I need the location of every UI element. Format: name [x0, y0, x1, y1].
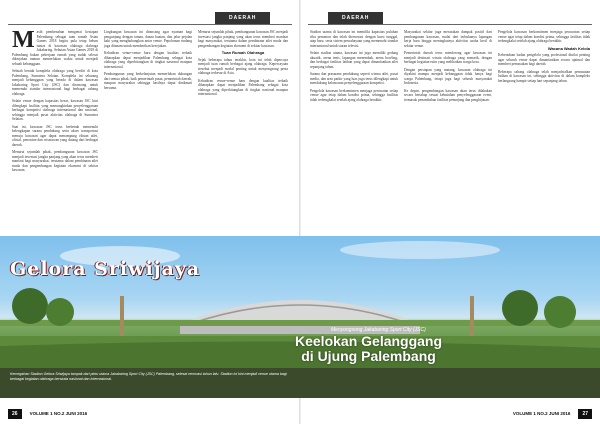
- mid-paragraph: Kehadiran venue-venue baru dengan kualitas terbaik diharapkan dapat menjadikan Palembang sebagai kota olahraga yang diperhitungkan di tingkat nasional maupun internasional.: [104, 51, 192, 69]
- intro-paragraph: asih pembenahan mengenai kesiapan Palembang sebagai tuan rumah Asian Games 2018 begitu pula tetap belum tuntas di kawasan olahraga olahraga Jakabaring. Sebutan Asian Games 2018 di Palembang bukan pekerjaan rumah yang sudah selesai dikerjakan namun memerlukan waktu untuk menjadi sebuah kebanggaan.: [12, 30, 98, 66]
- right-issue-label: VOLUME 1 NO.2 JUNI 2016: [512, 411, 571, 416]
- mid-subhead: Tuan Rumah Olahraga: [221, 50, 265, 55]
- right-bottom-paragraph: Beberapa cabang olahraga telah menjadwalkan pemusatan latihan di kawasan ini, sehingga aktivitas di dalam kompleks berlangsung hampir setiap hari sepanjang tahun.: [498, 69, 590, 83]
- headline-line-2: di Ujung Palembang: [301, 348, 436, 364]
- left-paragraph: Saat ini, kawasan JSC terus berbenah memenuhi kelengkapan sarana pendukung serta akses transportasi menuju kawasan agar dapat menampung ribuan atlet, ofisial, penonton dan wisatawan yang datang dari berbagai daerah.: [12, 124, 98, 147]
- left-column-3: [198, 30, 288, 230]
- left-section-rubric: DAERAH: [215, 12, 270, 24]
- mid-paragraph: Lingkungan kawasan ini dirancang agar nyaman bagi pengunjung dengan taman, danau buatan, dan jalur pejalan kaki yang menghubungkan antar venue. Pepohonan rindang juga ditanam untuk memberikan kesejukan.: [104, 30, 192, 48]
- mid-after-subhead: Sejak beberapa tahun terakhir, kota ini telah dipercaya menjadi tuan rumah berbagai ajang olahraga. Kepercayaan tersebut menjadi modal penting untuk menyongsong pesta olahraga terbesar di Asia.: [198, 57, 288, 75]
- left-page-number: 26: [8, 409, 22, 419]
- mid-paragraph: Menurut sejumlah pihak, pembangunan kawasan JSC menjadi investasi jangka panjang yang akan terus memberi manfaat bagi masyarakat, terutama dalam pembinaan atlet muda dan pengembangan kegiatan ekonomi di sekitar kawasan.: [198, 30, 288, 48]
- left-paragraph: Sebuah bentuk kompleks olahraga yang berdiri di kota Palembang, Sumatera Selatan. Kompleks ini sekarang menjadi kebanggaan yang berada di dalam kawasan Jakabaring Sport City (JSC) dan dirancang untuk memenuhi standar internasional bagi berbagai cabang olahraga.: [12, 69, 98, 96]
- right-paragraph: Sarana dan prasarana pendukung seperti wisma atlet, pusat media, dan area parkir yang luas juga terus dilengkapi untuk mendukung kelancaran penyelenggaraan kompetisi.: [310, 72, 398, 85]
- right-column-2: [404, 30, 492, 230]
- right-paragraph: Masyarakat sekitar juga merasakan dampak positif dari pembangunan kawasan, mulai dari terbukanya lapangan kerja baru hingga meningkatnya aktivitas usaha kecil di sekitar venue.: [404, 30, 492, 48]
- right-paragraph: Ke depan, pengembangan kawasan akan terus dilakukan secara bertahap sesuai kebutuhan penyelenggaraan event, termasuk penambahan fasilitas penunjang dan penghijauan.: [404, 88, 492, 102]
- right-after-subhead: Keberadaan badan pengelola yang profesional dinilai penting agar seluruh venue dapat dimanfaatkan secara optimal dan memberi pemasukan bagi daerah.: [498, 53, 590, 66]
- right-paragraph: Pengelola kawasan berkomitmen menjaga perawatan setiap venue agar tetap dalam kondisi prima, sehingga fasilitas tidak terbengkalai setelah ajang olahraga berakhir.: [310, 88, 398, 102]
- right-paragraph: Stadion utama di kawasan ini memiliki kapasitas puluhan ribu penonton dan telah direnovasi dengan kursi tunggal, atap baru, serta sistem pencahayaan yang memenuhi standar internasional untuk siaran televisi.: [310, 30, 398, 48]
- right-page-number: 27: [578, 409, 592, 419]
- left-column-1: [12, 27, 98, 230]
- dropcap: M: [12, 27, 35, 53]
- right-paragraph: Pemerintah daerah terus mendorong agar kawasan ini menjadi destinasi wisata olahraga yang menarik, dengan berbagai kegiatan rutin yang melibatkan warga kota.: [404, 51, 492, 64]
- left-column-2: [104, 30, 192, 230]
- photo-caption: Kemegahan Stadion Gelora Sriwijaya tampak dari pintu utama Jakabaring Sport City (JSC) Palembang, selesai renovasi tahun lalu. Stadion ini kini menjadi venue utama bagi berbagai kegiatan olahraga berskala nasional dan internasional.: [10, 372, 287, 381]
- headline-line-1: Keelokan Gelanggang: [295, 333, 443, 349]
- right-header-rule: [308, 24, 592, 25]
- right-subhead: Wacana Wadah Kelola: [547, 45, 590, 51]
- feature-kicker: Menyongsong Jakabaring Sport City (JSC): [331, 327, 426, 333]
- left-header-rule: [8, 24, 292, 25]
- left-issue-label: VOLUME 1 NO.2 JUNI 2016: [29, 411, 88, 416]
- left-paragraph: Menurut sejumlah pihak, pembangunan kawasan JSC menjadi investasi jangka panjang yang akan terus memberi manfaat bagi masyarakat, terutama dalam pembinaan atlet muda dan pengembangan kegiatan ekonomi di sekitar kawasan.: [12, 150, 98, 172]
- right-paragraph: Dengan persiapan yang matang, kawasan olahraga ini diyakini mampu menjadi kebanggaan tidak hanya bagi warga Palembang, tetapi juga bagi seluruh masyarakat Indonesia.: [404, 67, 492, 85]
- mid-paragraph: Kehadiran venue-venue baru dengan kualitas terbaik diharapkan dapat menjadikan Palembang sebagai kota olahraga yang diperhitungkan di tingkat nasional maupun internasional.: [198, 78, 288, 96]
- right-footer: [306, 402, 592, 416]
- left-paragraph: Selain venue dengan kapasitas besar, kawasan JSC kini dilengkapi fasilitas yang memungkinkan penyelenggaraan berbagai kompetisi olahraga internasional dan nasional, sehingga menjadi pusat aktivitas olahraga di Sumatera Selatan.: [12, 99, 98, 121]
- right-column-1: [310, 30, 398, 230]
- stadium-sign-lettering: Gelora Sriwijaya: [10, 258, 201, 280]
- right-column-3: [498, 30, 590, 230]
- feature-headline: [295, 334, 442, 364]
- left-footer: [8, 402, 292, 416]
- mid-paragraph: Pembangunan yang berkelanjutan memerlukan dukungan dari semua pihak, baik pemerintah pusat, pemerintah daerah, maupun masyarakat sehingga hasilnya dapat dinikmati bersama.: [104, 72, 192, 90]
- right-paragraph: Pengelola kawasan berkomitmen menjaga perawatan setiap venue agar tetap dalam kondisi prima, sehingga fasilitas tidak terbengkalai setelah ajang olahraga berakhir.: [498, 30, 590, 43]
- right-section-rubric: DAERAH: [328, 12, 383, 24]
- right-paragraph: Selain stadion utama, kawasan ini juga memiliki gedung akuatik, arena tenis, lapangan menembak, arena bowling, dan berbagai fasilitas latihan yang dapat dimanfaatkan atlet sepanjang tahun.: [310, 51, 398, 69]
